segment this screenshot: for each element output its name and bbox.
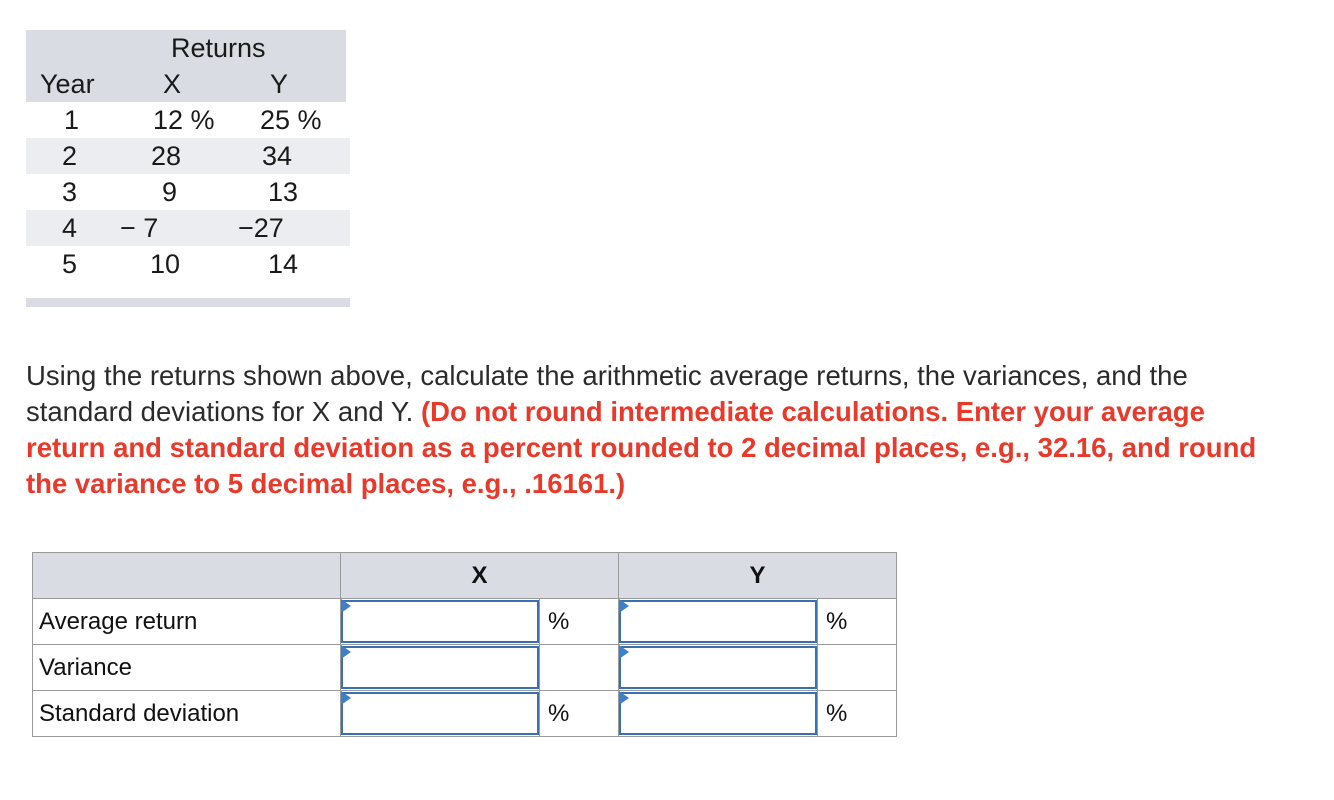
y-return-cell: 14	[268, 249, 299, 279]
returns-header-row	[26, 30, 346, 66]
returns-row	[26, 138, 350, 174]
input-marker-icon	[341, 691, 351, 705]
x-return-cell: 12 %	[153, 105, 215, 135]
answer-table	[32, 552, 897, 737]
average-return-x-input[interactable]	[341, 600, 539, 643]
y-input-cell	[619, 691, 818, 737]
unit-label	[818, 645, 897, 691]
answer-header-blank	[33, 553, 341, 599]
question-prompt: Using the returns shown above, calculate the arithmetic average returns, the variances, and the standard deviations for X and Y.	[26, 360, 1188, 427]
answer-row-average-return	[33, 599, 897, 645]
y-return-cell: 25 %	[260, 105, 322, 135]
y-column-header: Y	[270, 69, 289, 99]
unit-label: %	[540, 599, 619, 645]
returns-column-header-row	[26, 66, 346, 102]
standard-deviation-y-input[interactable]	[619, 692, 817, 735]
input-marker-icon	[619, 691, 629, 705]
unit-label: %	[818, 599, 897, 645]
year-cell: 1	[64, 105, 80, 135]
returns-row	[26, 246, 350, 282]
x-input-cell	[341, 599, 540, 645]
answer-header-y: Y	[619, 553, 897, 599]
y-input-cell	[619, 645, 818, 691]
question-instruction: (Do not round intermediate calculations. Enter your average return and standard deviation as a percent rounded to 2 decimal places, e.g., 32.16, and round the variance to 5 decimal places, e.g., .16161.)	[26, 396, 1257, 499]
returns-table	[26, 30, 350, 282]
unit-label: %	[540, 691, 619, 737]
x-input-cell	[341, 691, 540, 737]
answer-header-row	[33, 553, 897, 599]
question-text	[26, 358, 1286, 502]
row-label: Standard deviation	[33, 691, 341, 737]
answer-row-variance	[33, 645, 897, 691]
x-input-cell	[341, 645, 540, 691]
input-marker-icon	[341, 645, 351, 659]
unit-label: %	[818, 691, 897, 737]
year-cell: 4	[62, 213, 78, 243]
x-return-cell: 10	[150, 249, 181, 279]
returns-row	[26, 174, 350, 210]
input-marker-icon	[619, 645, 629, 659]
returns-caption: Returns	[171, 33, 266, 63]
returns-row	[26, 210, 350, 246]
answer-header-x: X	[341, 553, 619, 599]
x-return-cell: 9	[162, 177, 178, 207]
year-cell: 5	[62, 249, 78, 279]
row-label: Average return	[33, 599, 341, 645]
returns-table-footer-bar	[26, 298, 350, 307]
answer-row-standard-deviation	[33, 691, 897, 737]
y-return-cell: −27	[238, 213, 284, 243]
year-cell: 2	[62, 141, 78, 171]
x-return-cell: 28	[151, 141, 182, 171]
x-return-cell: − 7	[120, 213, 159, 243]
variance-x-input[interactable]	[341, 646, 539, 689]
x-column-header: X	[163, 69, 182, 99]
y-return-cell: 13	[268, 177, 299, 207]
unit-label	[540, 645, 619, 691]
y-return-cell: 34	[262, 141, 293, 171]
average-return-y-input[interactable]	[619, 600, 817, 643]
standard-deviation-x-input[interactable]	[341, 692, 539, 735]
y-input-cell	[619, 599, 818, 645]
variance-y-input[interactable]	[619, 646, 817, 689]
returns-row	[26, 102, 350, 138]
input-marker-icon	[619, 599, 629, 613]
row-label: Variance	[33, 645, 341, 691]
year-cell: 3	[62, 177, 78, 207]
input-marker-icon	[341, 599, 351, 613]
year-column-header: Year	[40, 69, 95, 99]
